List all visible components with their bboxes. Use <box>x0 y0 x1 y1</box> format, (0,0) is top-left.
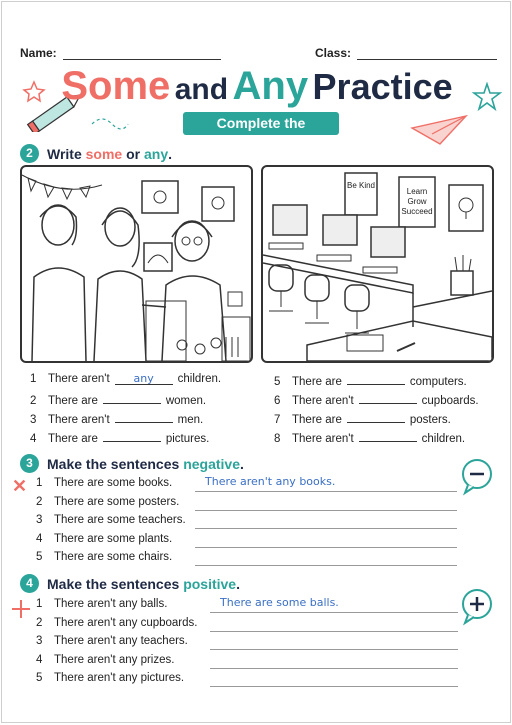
exercise-row <box>274 429 465 445</box>
minus-bubble-icon <box>460 458 496 496</box>
exercise-text-after: children. <box>177 373 222 385</box>
exercise-number: 7 <box>274 414 281 426</box>
exercise-text-before: There aren't <box>292 433 354 445</box>
section2-number: 2 <box>20 144 39 163</box>
sentence-row <box>36 672 219 684</box>
section4-number: 4 <box>20 574 39 593</box>
exercise-number: 6 <box>274 395 281 407</box>
poster-be-kind: Be Kind <box>346 181 376 190</box>
exercise-text-before: There are <box>292 414 342 426</box>
sentence-text: There are some teachers. <box>54 514 186 526</box>
classroom-illustration <box>263 167 492 361</box>
sentence-number: 1 <box>36 598 43 610</box>
scene-women-room <box>20 165 253 363</box>
sentence-text: There aren't any teachers. <box>54 635 188 647</box>
exercise-number: 3 <box>30 414 37 426</box>
exercise-number: 4 <box>30 433 37 445</box>
name-field[interactable] <box>63 48 221 60</box>
sentence-row <box>36 514 204 526</box>
sentence-text: There are some chairs. <box>54 551 173 563</box>
plus-bubble-icon <box>460 588 496 626</box>
exercise-blank[interactable] <box>103 429 161 442</box>
name-row <box>20 46 221 60</box>
exercise-blank[interactable] <box>347 372 405 385</box>
sentence-number: 2 <box>36 495 43 508</box>
section4-heading: 4 Make the sentences positive . <box>20 574 240 593</box>
sentence-text: There are some books. <box>54 477 173 489</box>
answer-text: There aren't any books. <box>205 475 336 488</box>
sentence-number: 3 <box>36 635 43 647</box>
exercise-text-after: cupboards. <box>421 395 479 407</box>
exercise-row <box>30 410 203 426</box>
exercise-row <box>30 372 221 385</box>
answer-line[interactable] <box>195 527 457 529</box>
section3-number: 3 <box>20 454 39 473</box>
exercise-number: 1 <box>30 373 37 385</box>
exercise-blank[interactable] <box>347 410 405 423</box>
sentence-row <box>36 598 219 610</box>
exercise-row <box>30 429 209 445</box>
exercise-text-before: There aren't <box>48 414 110 426</box>
exercise-blank[interactable] <box>115 410 173 423</box>
sentence-number: 1 <box>36 477 43 489</box>
sentence-row <box>36 654 219 666</box>
answer-line[interactable] <box>210 648 458 650</box>
sentence-text: There are some plants. <box>54 532 173 545</box>
sentence-number: 3 <box>36 514 43 526</box>
exercise-text-after: men. <box>177 414 204 426</box>
sentence-row <box>36 496 204 508</box>
sentence-text: There aren't any prizes. <box>54 653 175 666</box>
subtitle-banner: Complete the sentences <box>183 112 339 135</box>
sentence-row <box>36 477 204 489</box>
worksheet-page <box>1 1 511 723</box>
exercise-number: 5 <box>274 376 281 388</box>
answer-line[interactable] <box>210 630 458 632</box>
answer-line[interactable] <box>195 564 457 566</box>
exercise-text-after: children. <box>421 433 466 445</box>
section3-heading: 3 Make the sentences negative . <box>20 454 244 473</box>
sentence-number: 5 <box>36 672 43 684</box>
exercise-text-before: There are <box>48 395 98 407</box>
sentence-row <box>36 635 219 647</box>
exercise-row <box>30 391 206 407</box>
exercise-blank[interactable]: any <box>115 372 173 385</box>
sentence-number: 2 <box>36 616 43 629</box>
exercise-text-before: There aren't <box>292 395 354 407</box>
paper-plane-icon <box>410 114 470 148</box>
exercise-number: 8 <box>274 433 281 445</box>
women-illustration <box>22 167 251 361</box>
class-field[interactable] <box>357 48 497 60</box>
sentence-number: 5 <box>36 551 43 563</box>
exercise-blank[interactable] <box>359 391 417 404</box>
name-label: Name: <box>20 46 57 60</box>
answer-line[interactable] <box>195 490 457 492</box>
exercise-row <box>274 372 467 388</box>
exercise-row <box>274 410 451 426</box>
answer-line[interactable] <box>210 685 458 687</box>
answer-line[interactable] <box>195 509 457 511</box>
exercise-text-after: women. <box>165 395 207 407</box>
exercise-text-before: There are <box>292 376 342 388</box>
answer-line[interactable] <box>210 667 458 669</box>
class-label: Class: <box>315 46 352 60</box>
exercise-text-after: posters. <box>409 414 451 426</box>
exercise-number: 2 <box>30 395 37 407</box>
sentence-number: 4 <box>36 532 43 545</box>
sentence-text: There aren't any cupboards. <box>54 616 198 629</box>
cross-icon: ✕ <box>12 476 28 496</box>
scene-classroom <box>261 165 494 363</box>
sentence-text: There are some posters. <box>54 495 180 508</box>
plus-sparkle-icon <box>10 598 32 620</box>
exercise-text-before: There aren't <box>48 373 110 385</box>
section2-heading: 2 Write some or any . <box>20 144 172 163</box>
sentence-row <box>36 533 204 545</box>
exercise-text-before: There are <box>48 433 98 445</box>
sentence-number: 4 <box>36 653 43 666</box>
answer-line[interactable] <box>195 546 457 548</box>
sentence-text: There aren't any balls. <box>54 598 168 610</box>
worksheet-title: Some and Any Practice <box>61 64 453 108</box>
sentence-row <box>36 617 219 629</box>
exercise-blank[interactable] <box>359 429 417 442</box>
answer-text: There are some balls. <box>220 596 339 609</box>
sentence-text: There aren't any pictures. <box>54 672 185 684</box>
exercise-row <box>274 391 479 407</box>
answer-line[interactable] <box>210 611 458 613</box>
exercise-blank[interactable] <box>103 391 161 404</box>
exercise-text-after: pictures. <box>165 433 210 445</box>
sentence-row <box>36 551 204 563</box>
dashed-swirl-decor <box>90 114 130 134</box>
poster-learn-grow: Learn Grow Succeed <box>401 187 433 216</box>
class-row <box>315 46 497 60</box>
exercise-text-after: computers. <box>409 376 467 388</box>
